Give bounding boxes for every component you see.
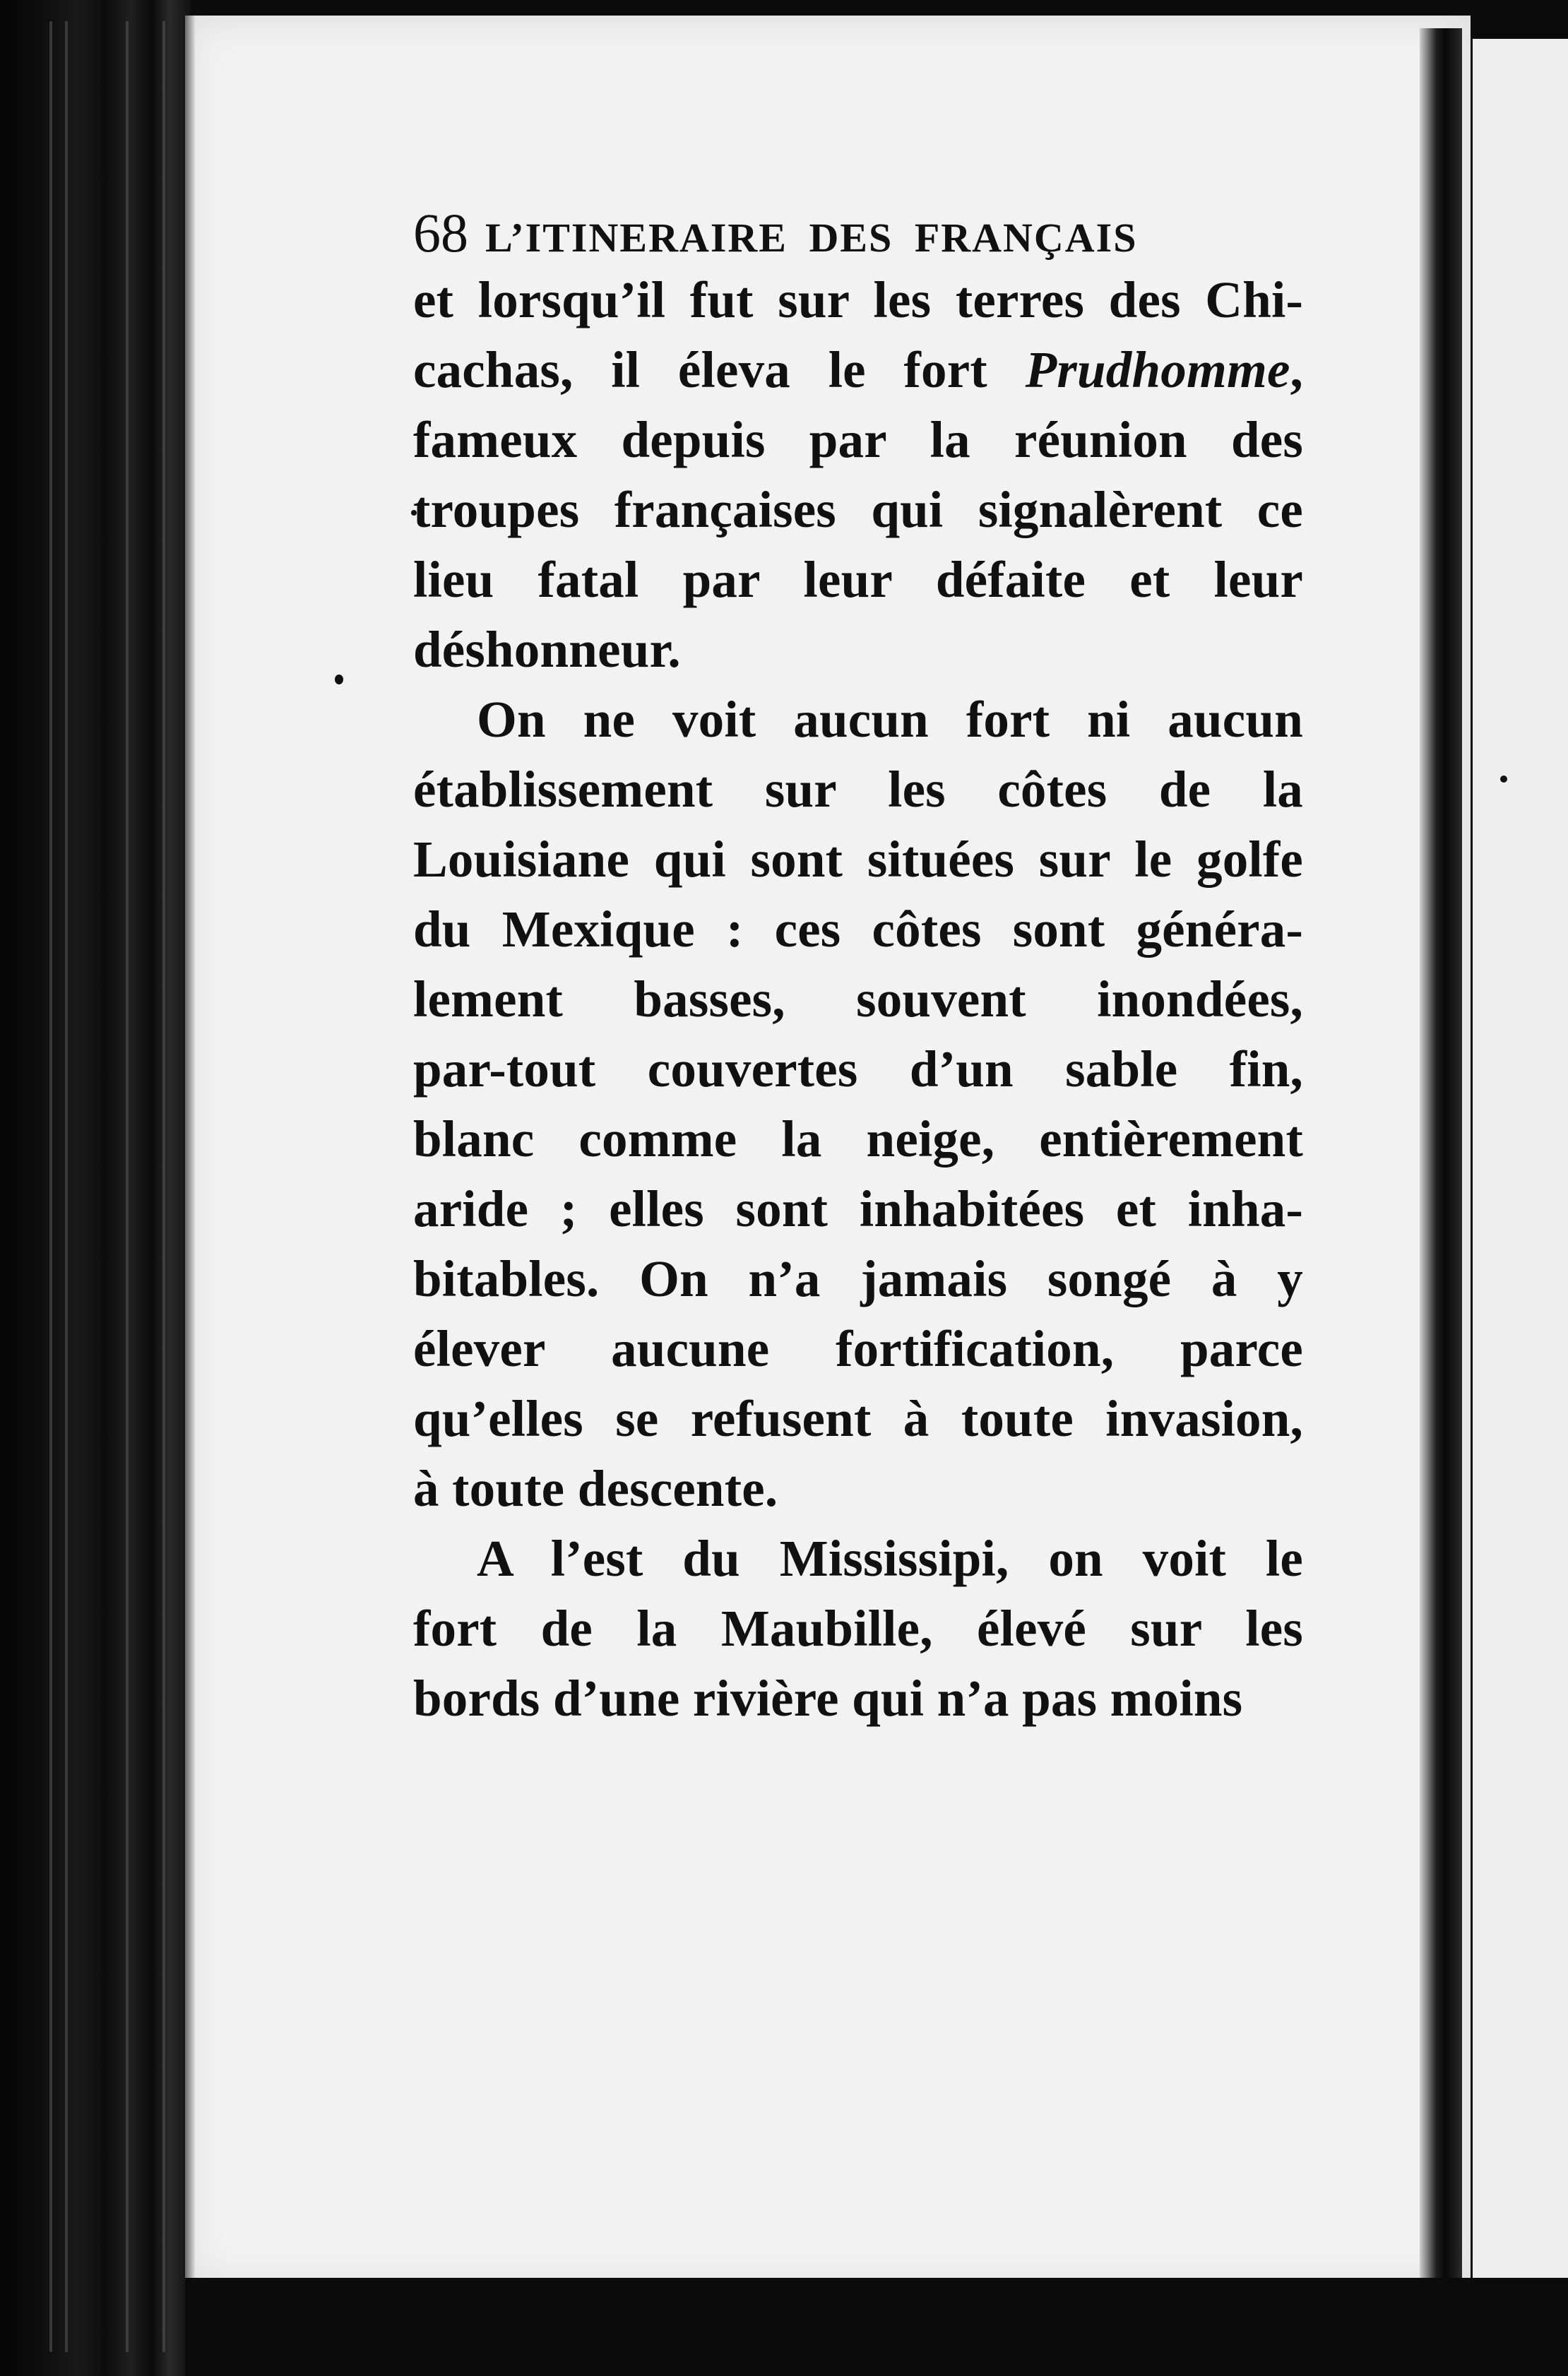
page-left-shadow — [185, 16, 195, 2286]
text-line: à toute descente. — [413, 1460, 778, 1517]
page-edge-line — [126, 21, 129, 2352]
text-line: qu’elles se refusent à toute invasion, — [413, 1390, 1303, 1447]
page-edge-line — [65, 21, 68, 2352]
text-line: fameux depuis par la réunion des — [413, 411, 1303, 468]
page-edge-line — [49, 21, 52, 2352]
text-line — [413, 335, 1303, 405]
running-head — [413, 201, 1303, 265]
text-line: du Mexique : ces côtes sont généra- — [413, 901, 1303, 958]
text-segment: cachas, il éleva le fort — [413, 341, 1026, 398]
ink-speck — [1500, 776, 1507, 783]
text-line: troupes françaises qui signalèrent ce — [413, 481, 1303, 538]
text-line: Louisiane qui sont situées sur le golfe — [413, 831, 1303, 888]
paragraph — [413, 684, 1303, 1523]
text-line: aride ; elles sont inhabitées et inha- — [413, 1180, 1303, 1237]
text-segment: , — [1290, 341, 1303, 398]
page-gutter — [1420, 28, 1462, 2288]
text-line: fort de la Maubille, élevé sur les — [413, 1600, 1303, 1657]
ink-speck — [335, 675, 343, 684]
book-spine-edge — [0, 0, 191, 2376]
text-line: On ne voit aucun fort ni aucun — [477, 691, 1303, 748]
paragraph — [413, 265, 1303, 684]
page-number: 68 — [413, 202, 468, 263]
text-line: blanc comme la neige, entièrement — [413, 1110, 1303, 1168]
text-line: établissement sur les côtes de la — [413, 761, 1303, 818]
body-text — [413, 265, 1303, 1733]
text-line: et lorsqu’il fut sur les terres des Chi- — [413, 271, 1303, 328]
facing-page-edge — [1473, 39, 1568, 2292]
italic-fort-name: Prudhomme — [1025, 341, 1290, 398]
running-head-title: L’ITINERAIRE DES FRANÇAIS — [485, 215, 1138, 261]
paragraph — [413, 1523, 1303, 1733]
text-line: bords d’une rivière qui n’a pas moins — [413, 1670, 1243, 1727]
page-edge-line — [162, 21, 165, 2352]
text-line: bitables. On n’a jamais songé à y — [413, 1250, 1303, 1307]
text-line: déshonneur. — [413, 621, 681, 678]
page-bottom-edge — [185, 2278, 1568, 2376]
text-line: élever aucune fortification, parce — [413, 1320, 1303, 1377]
text-line: lement basses, souvent inondées, — [413, 970, 1303, 1028]
page-text — [413, 201, 1303, 1733]
text-line: lieu fatal par leur défaite et leur — [413, 551, 1303, 608]
text-line: A l’est du Mississipi, on voit le — [477, 1530, 1303, 1587]
text-line: par-tout couvertes d’un sable fin, — [413, 1040, 1303, 1098]
